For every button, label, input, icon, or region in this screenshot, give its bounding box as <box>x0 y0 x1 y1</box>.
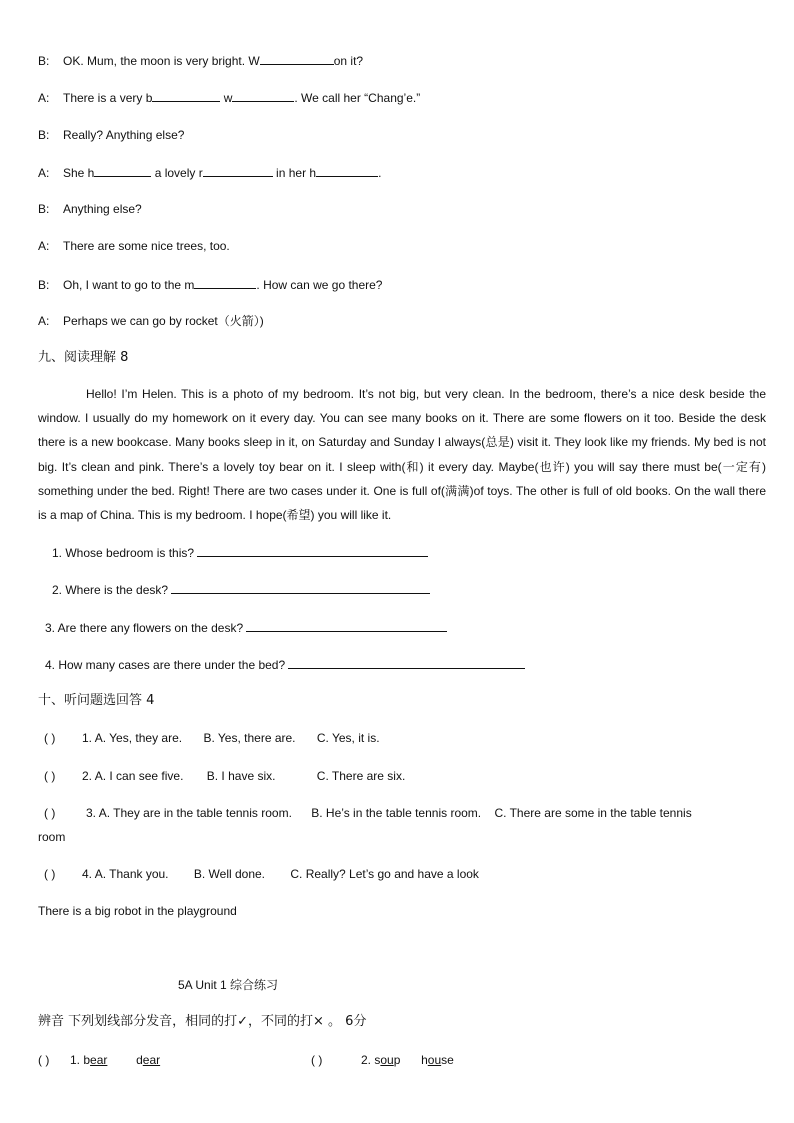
reading-question-2: 2. Where is the desk? <box>52 581 430 598</box>
answer-line[interactable] <box>246 619 447 632</box>
speaker: A: <box>38 166 50 180</box>
answer-bracket[interactable]: ( ) <box>44 769 56 783</box>
fill-blank[interactable] <box>94 164 151 177</box>
speaker: B: <box>38 202 50 216</box>
answer-bracket[interactable]: ( ) <box>44 867 56 881</box>
listening-item-2: ( ) 2. A. I can see five. B. I have six. C. There are six. <box>44 769 406 783</box>
answer-line[interactable] <box>288 656 525 669</box>
dialogue-line-3: B: Really? Anything else? <box>38 128 185 142</box>
dialogue-line-6: A: There are some nice trees, too. <box>38 239 230 253</box>
speaker: A: <box>38 239 50 253</box>
phonics-item-2: ( ) 2. soup house <box>311 1053 454 1067</box>
dialogue-line-2: A: There is a very b w . We call her “Chang’e.” <box>38 91 421 105</box>
answer-line[interactable] <box>197 544 428 557</box>
word-2: dear <box>136 1053 161 1067</box>
answer-bracket[interactable]: ( ) <box>311 1053 323 1067</box>
speaker: B: <box>38 128 50 142</box>
word-1: soup <box>374 1053 401 1067</box>
fill-blank[interactable] <box>194 276 256 289</box>
dialogue-line-7: B: Oh, I want to go to the m . How can we go there? <box>38 278 383 292</box>
word-1: bear <box>83 1053 108 1067</box>
listening-extra: There is a big robot in the playground <box>38 904 237 918</box>
fill-blank[interactable] <box>232 89 294 102</box>
reading-heading: 九、阅读理解 8 <box>38 350 129 365</box>
reading-question-4: 4. How many cases are there under the bed? <box>45 656 525 673</box>
reading-passage <box>38 382 766 527</box>
listening-item-3-wrap: room <box>38 830 66 844</box>
dialogue-line-4: A: She h a lovely r in her h . <box>38 166 382 180</box>
reading-question-1: 1. Whose bedroom is this? <box>52 544 428 561</box>
fill-blank[interactable] <box>203 164 273 177</box>
listening-heading: 十、听问题选回答 4 <box>38 693 155 708</box>
answer-bracket[interactable]: ( ) <box>44 806 56 820</box>
phonics-instruction: 辨音 下列划线部分发音，相同的打✓，不同的打× 。 6分 <box>38 1014 367 1029</box>
phonics-item-1: ( ) 1. bear dear <box>38 1053 161 1067</box>
listening-item-4: ( ) 4. A. Thank you. B. Well done. C. Really? Let’s go and have a look <box>44 867 479 881</box>
answer-line[interactable] <box>171 581 430 594</box>
dialogue-line-1: B: OK. Mum, the moon is very bright. W on it? <box>38 54 364 68</box>
answer-bracket[interactable]: ( ) <box>38 1053 50 1067</box>
dialogue-line-8: A: Perhaps we can go by rocket（火箭）) <box>38 314 264 328</box>
unit-title: 5A Unit 1 综合练习 <box>178 978 279 992</box>
fill-blank[interactable] <box>316 164 378 177</box>
speaker: A: <box>38 314 50 328</box>
fill-blank[interactable] <box>152 89 220 102</box>
listening-item-3: ( ) 3. A. They are in the table tennis room. B. He’s in the table tennis room. C. There are some in the table tennis <box>44 806 692 820</box>
dialogue-line-5: B: Anything else? <box>38 202 142 216</box>
fill-blank[interactable] <box>260 52 334 65</box>
reading-question-3: 3. Are there any flowers on the desk? <box>45 619 447 636</box>
passage-text: Hello! I’m Helen. This is a photo of my bedroom. It’s not big, but very clean. In the bedroom, there’s a nice desk beside the window. I usually do my homework on it every day. You can see many books on it. There are some flowers on it too. Beside the desk there is a new bookcase. Many books sleep in it, on Saturday and Sunday I always(总是) visit it. They look like my friends. My bed is not big. It’s clean and pink. There’s a lovely toy bear on it. I sleep with(和) it every day. Maybe(也许) you will say there must be(一定有) something under the bed. Right! There are two cases under it. One is full of(满满)of toys. The other is full of old books. On the wall there is a map of China. This is my bedroom. I hope(希望) you will like it. <box>38 387 766 523</box>
speaker: B: <box>38 54 50 68</box>
speaker: A: <box>38 91 50 105</box>
listening-item-1: ( ) 1. A. Yes, they are. B. Yes, there are. C. Yes, it is. <box>44 731 380 745</box>
speaker: B: <box>38 278 50 292</box>
answer-bracket[interactable]: ( ) <box>44 731 56 745</box>
word-2: house <box>421 1053 454 1067</box>
